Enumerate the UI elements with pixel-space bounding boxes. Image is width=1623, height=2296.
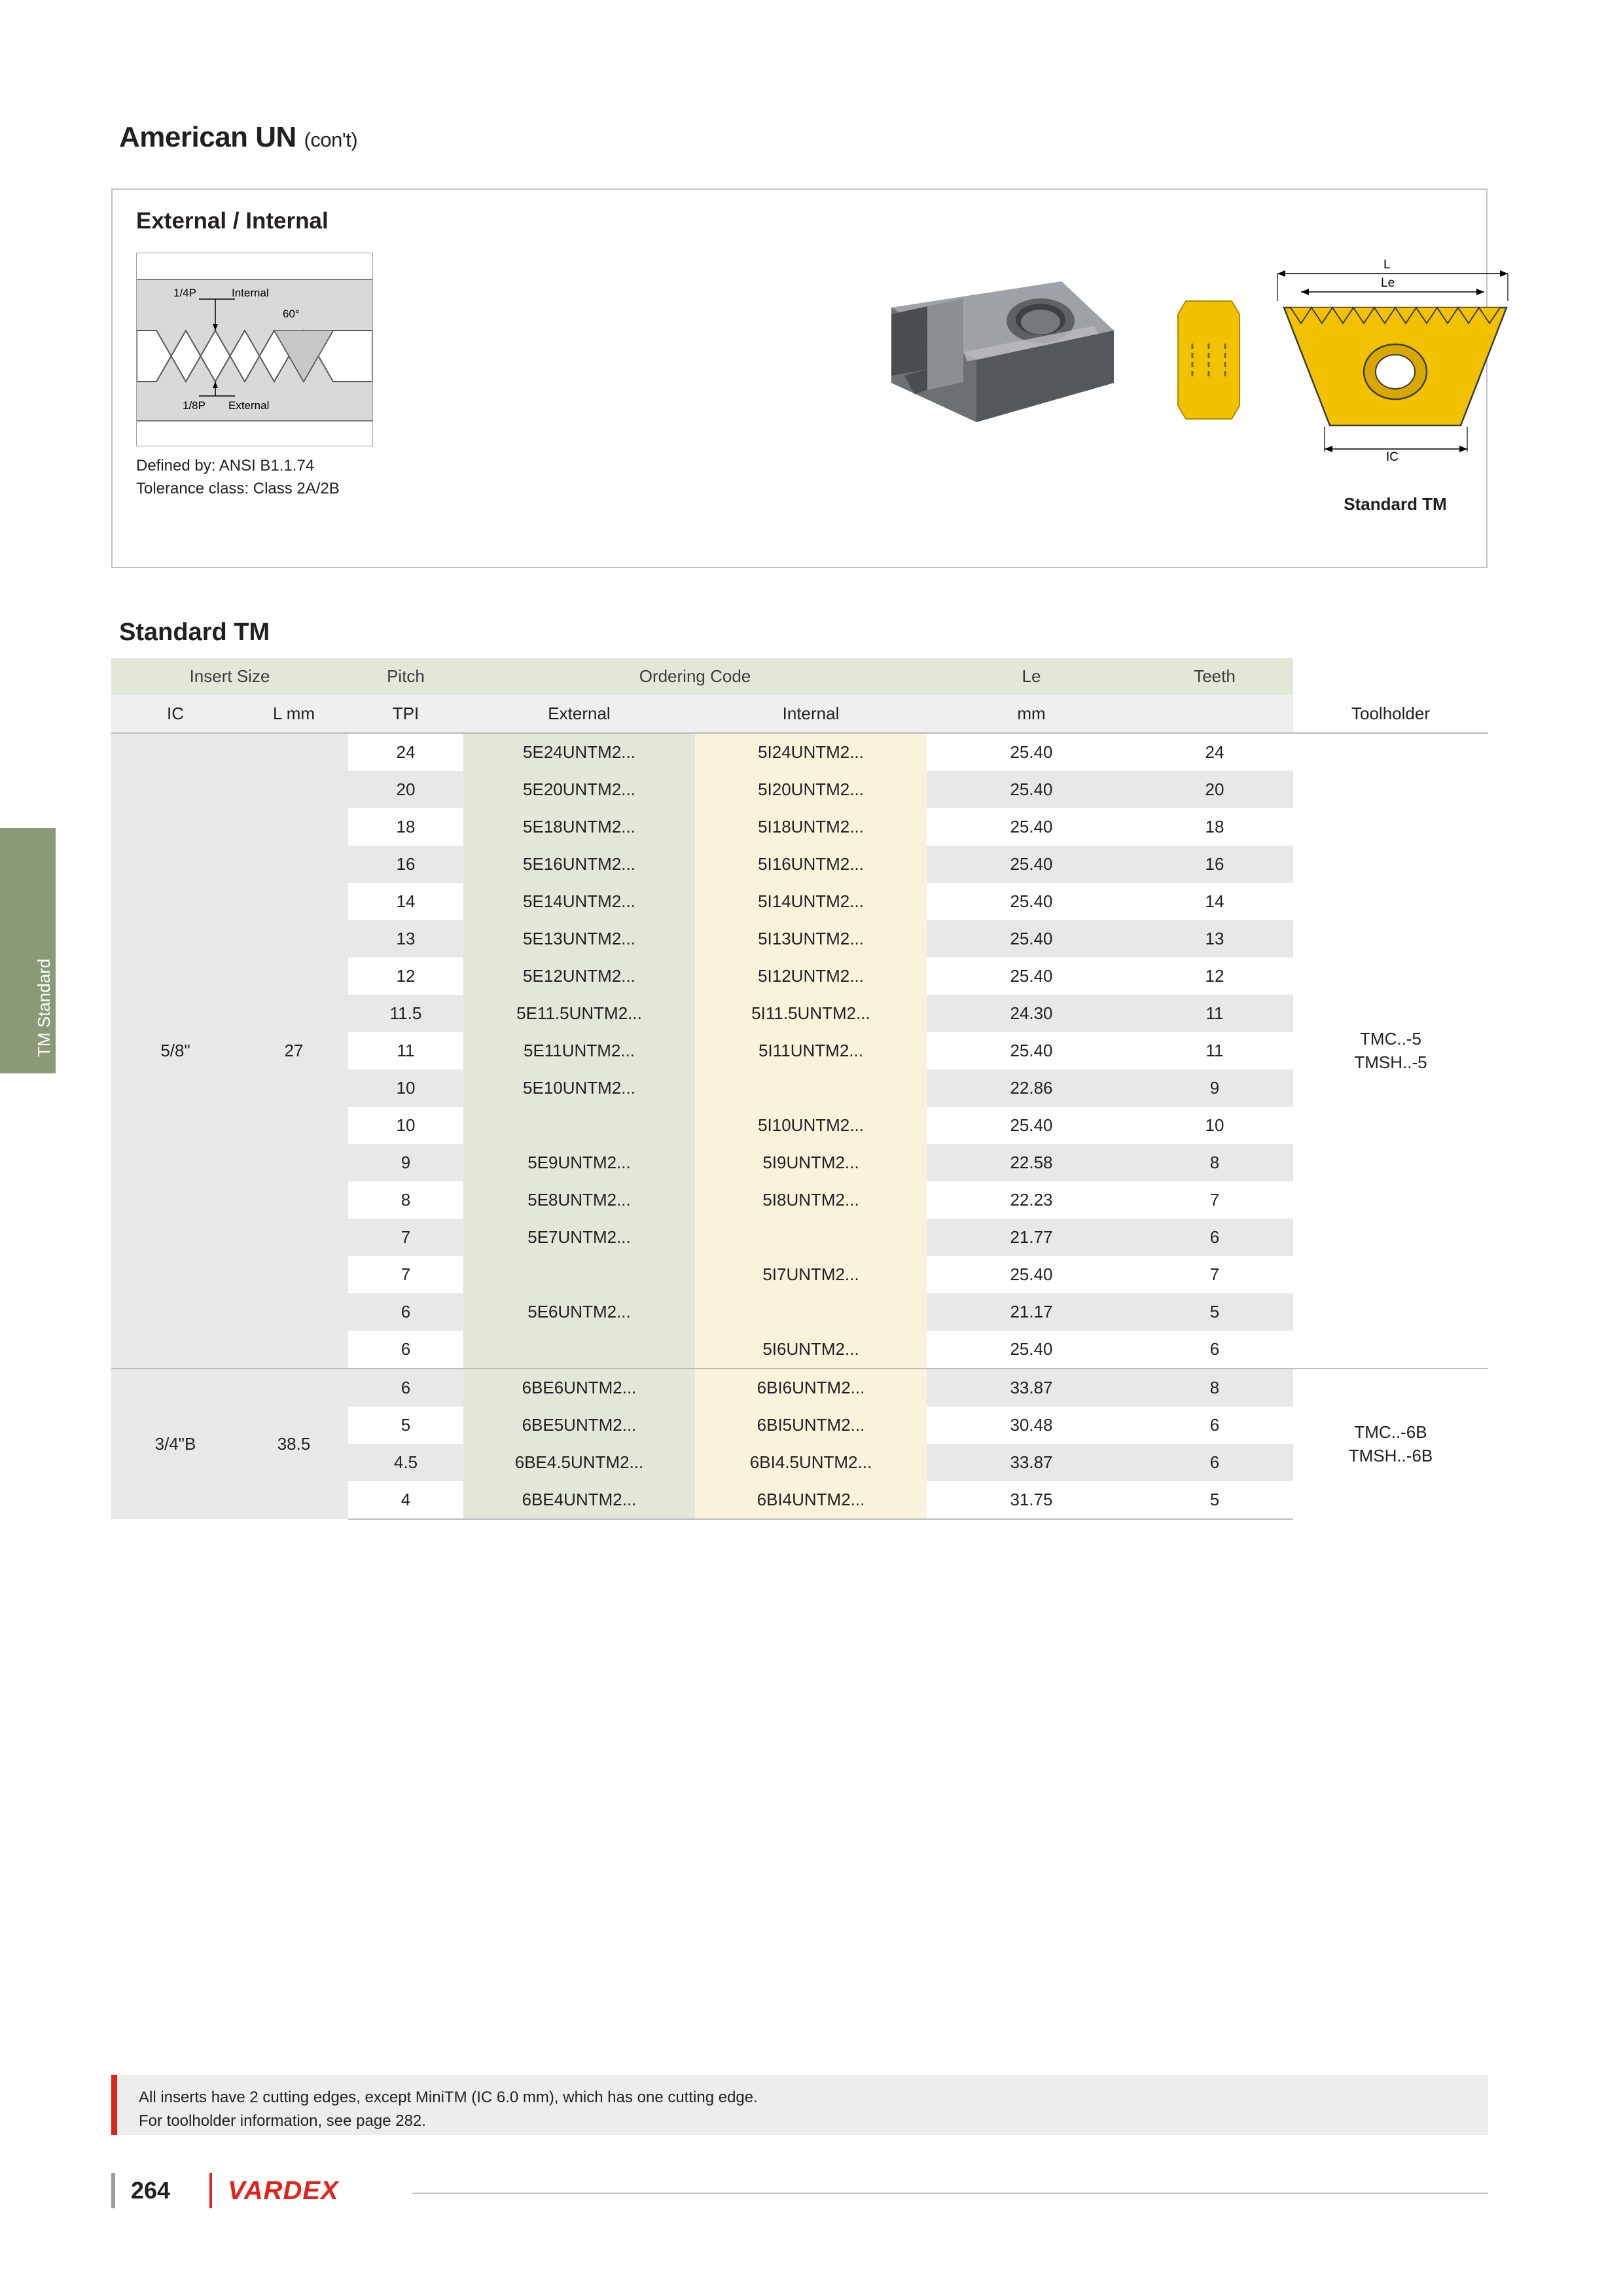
cell-external: 5E16UNTM2... [463, 846, 695, 883]
cell-tpi: 14 [348, 883, 463, 920]
svg-text:Le: Le [1381, 276, 1395, 290]
cell-external: 6BE4UNTM2... [463, 1481, 695, 1519]
cell-le: 25.40 [927, 771, 1136, 808]
cell-tpi: 6 [348, 1293, 463, 1331]
cell-tpi: 7 [348, 1256, 463, 1293]
cell-teeth: 10 [1136, 1107, 1293, 1144]
cell-teeth: 5 [1136, 1481, 1293, 1519]
table-body [111, 733, 1488, 1519]
footnote-text [139, 2086, 758, 2133]
svg-text:1/8P: 1/8P [183, 399, 205, 412]
cell-teeth: 8 [1136, 1369, 1293, 1407]
svg-text:60°: 60° [283, 308, 300, 320]
toolholder-line1: TMC..-6B [1354, 1422, 1427, 1443]
thread-standard-info [136, 455, 340, 501]
cell-le: 33.87 [927, 1444, 1136, 1481]
svg-text:1/4P: 1/4P [173, 287, 196, 299]
cell-le: 33.87 [927, 1369, 1136, 1407]
cell-tpi: 10 [348, 1069, 463, 1107]
page-title-sub: (con't) [304, 128, 358, 151]
cell-le: 21.17 [927, 1293, 1136, 1331]
cell-internal: 5I16UNTM2... [695, 846, 927, 883]
header-spacer [1293, 658, 1488, 695]
section-heading: Standard TM [119, 619, 270, 646]
cell-tpi: 11 [348, 1032, 463, 1069]
standard-tm-svg [1264, 255, 1526, 478]
cell-le: 22.58 [927, 1144, 1136, 1181]
cell-external: 6BE6UNTM2... [463, 1369, 695, 1407]
table-row [111, 1369, 1488, 1407]
header-teeth-sub [1136, 695, 1293, 733]
header-pitch: Pitch [348, 658, 463, 695]
cell-external: 5E13UNTM2... [463, 920, 695, 958]
cell-le: 25.40 [927, 1256, 1136, 1293]
cell-l-mm: 27 [240, 733, 348, 1369]
illustration-title: External / Internal [136, 208, 329, 234]
cell-external: 5E10UNTM2... [463, 1069, 695, 1107]
illustration-panel [111, 188, 1488, 568]
cell-le: 25.40 [927, 1032, 1136, 1069]
cell-le: 25.40 [927, 1107, 1136, 1144]
cell-ic: 5/8" [111, 733, 240, 1369]
toolholder-line2: TMSH..-5 [1354, 1052, 1427, 1072]
cell-ic: 3/4"B [111, 1369, 240, 1519]
cell-le: 21.77 [927, 1219, 1136, 1256]
brand-divider [209, 2173, 212, 2208]
cell-external [463, 1256, 695, 1293]
cell-teeth: 20 [1136, 771, 1293, 808]
cell-tpi: 13 [348, 920, 463, 958]
cell-external [463, 1107, 695, 1144]
table-header-group-row [111, 658, 1488, 695]
cell-internal: 5I24UNTM2... [695, 733, 927, 771]
footnote-accent-bar [111, 2075, 117, 2135]
cell-teeth: 18 [1136, 808, 1293, 846]
cell-external: 5E6UNTM2... [463, 1293, 695, 1331]
cell-le: 25.40 [927, 808, 1136, 846]
page-number-rule [111, 2173, 115, 2208]
side-tab-label: TM Standard [34, 958, 54, 1057]
cell-teeth: 7 [1136, 1181, 1293, 1219]
cell-external [463, 1331, 695, 1369]
cell-tpi: 4 [348, 1481, 463, 1519]
cell-tpi: 10 [348, 1107, 463, 1144]
tolerance-class-text: Tolerance class: Class 2A/2B [136, 479, 340, 497]
cell-internal: 5I12UNTM2... [695, 958, 927, 995]
header-le: Le [927, 658, 1136, 695]
cell-internal: 5I7UNTM2... [695, 1256, 927, 1293]
cell-teeth: 14 [1136, 883, 1293, 920]
insert-3d-svg [865, 268, 1140, 452]
cell-internal [695, 1069, 927, 1107]
cell-teeth: 24 [1136, 733, 1293, 771]
cell-le: 25.40 [927, 1331, 1136, 1369]
cell-le: 30.48 [927, 1407, 1136, 1444]
standard-tm-caption: Standard TM [1344, 494, 1447, 514]
cell-teeth: 9 [1136, 1069, 1293, 1107]
cell-external: 5E20UNTM2... [463, 771, 695, 808]
cell-internal: 5I6UNTM2... [695, 1331, 927, 1369]
cell-le: 25.40 [927, 733, 1136, 771]
cell-external: 6BE5UNTM2... [463, 1407, 695, 1444]
cell-tpi: 20 [348, 771, 463, 808]
cell-tpi: 18 [348, 808, 463, 846]
header-ic: IC [111, 695, 240, 733]
toolholder-line1: TMC..-5 [1360, 1029, 1421, 1049]
cell-tpi: 9 [348, 1144, 463, 1181]
cell-le: 31.75 [927, 1481, 1136, 1519]
table-header-sub-row [111, 695, 1488, 733]
cell-internal: 5I14UNTM2... [695, 883, 927, 920]
svg-text:IC: IC [1386, 450, 1399, 464]
cell-le: 22.86 [927, 1069, 1136, 1107]
footer-rule [412, 2193, 1488, 2194]
cell-external: 5E8UNTM2... [463, 1181, 695, 1219]
cell-tpi: 16 [348, 846, 463, 883]
cell-le: 25.40 [927, 883, 1136, 920]
cell-le: 25.40 [927, 920, 1136, 958]
header-internal: Internal [695, 695, 927, 733]
header-external: External [463, 695, 695, 733]
cell-external: 5E9UNTM2... [463, 1144, 695, 1181]
table-row [111, 733, 1488, 771]
cell-teeth: 12 [1136, 958, 1293, 995]
cell-teeth: 7 [1136, 1256, 1293, 1293]
footnote-line-2: For toolholder information, see page 282. [139, 2112, 426, 2130]
cell-le: 22.23 [927, 1181, 1136, 1219]
header-toolholder: Toolholder [1293, 695, 1488, 733]
cell-internal [695, 1219, 927, 1256]
insert-3d-image [865, 268, 1140, 452]
footnote-line-1: All inserts have 2 cutting edges, except MiniTM (IC 6.0 mm), which has one cutting edge. [139, 2089, 758, 2106]
cell-internal: 6BI5UNTM2... [695, 1407, 927, 1444]
page-title [119, 121, 357, 154]
cell-tpi: 4.5 [348, 1444, 463, 1481]
mini-insert-image [1173, 295, 1245, 425]
cell-external: 5E12UNTM2... [463, 958, 695, 995]
cell-internal: 5I10UNTM2... [695, 1107, 927, 1144]
brand-logo: VARDEX [228, 2176, 339, 2205]
cell-internal [695, 1293, 927, 1331]
standard-tm-table [111, 658, 1488, 1520]
cell-external: 5E24UNTM2... [463, 733, 695, 771]
cell-teeth: 11 [1136, 995, 1293, 1032]
side-tab-tm-standard [0, 828, 56, 1073]
cell-internal: 5I20UNTM2... [695, 771, 927, 808]
cell-internal: 5I11UNTM2... [695, 1032, 927, 1069]
header-teeth: Teeth [1136, 658, 1293, 695]
cell-le: 25.40 [927, 846, 1136, 883]
page-number: 264 [131, 2177, 171, 2204]
cell-internal: 5I11.5UNTM2... [695, 995, 927, 1032]
footnote-box [111, 2075, 1488, 2135]
cell-internal: 6BI4.5UNTM2... [695, 1444, 927, 1481]
cell-teeth: 6 [1136, 1407, 1293, 1444]
cell-tpi: 6 [348, 1369, 463, 1407]
cell-external: 5E18UNTM2... [463, 808, 695, 846]
cell-tpi: 8 [348, 1181, 463, 1219]
cell-teeth: 6 [1136, 1219, 1293, 1256]
cell-toolholder [1293, 733, 1488, 1369]
cell-teeth: 13 [1136, 920, 1293, 958]
cell-l-mm: 38.5 [240, 1369, 348, 1519]
cell-toolholder [1293, 1369, 1488, 1519]
cell-external: 5E11.5UNTM2... [463, 995, 695, 1032]
cell-internal: 5I8UNTM2... [695, 1181, 927, 1219]
cell-internal: 5I18UNTM2... [695, 808, 927, 846]
cell-tpi: 6 [348, 1331, 463, 1369]
header-mm: mm [927, 695, 1136, 733]
thread-profile-diagram [136, 253, 373, 446]
standard-tm-drawing [1264, 255, 1526, 478]
cell-internal: 6BI4UNTM2... [695, 1481, 927, 1519]
cell-le: 25.40 [927, 958, 1136, 995]
cell-teeth: 5 [1136, 1293, 1293, 1331]
cell-external: 6BE4.5UNTM2... [463, 1444, 695, 1481]
cell-teeth: 6 [1136, 1444, 1293, 1481]
toolholder-line2: TMSH..-6B [1348, 1445, 1433, 1465]
cell-teeth: 6 [1136, 1331, 1293, 1369]
cell-internal: 5I9UNTM2... [695, 1144, 927, 1181]
header-l-mm: L mm [240, 695, 348, 733]
cell-tpi: 12 [348, 958, 463, 995]
svg-text:Internal: Internal [232, 287, 269, 299]
cell-teeth: 11 [1136, 1032, 1293, 1069]
cell-external: 5E7UNTM2... [463, 1219, 695, 1256]
cell-internal: 5I13UNTM2... [695, 920, 927, 958]
thread-profile-svg [137, 253, 372, 446]
cell-le: 24.30 [927, 995, 1136, 1032]
cell-tpi: 11.5 [348, 995, 463, 1032]
cell-tpi: 5 [348, 1407, 463, 1444]
cell-teeth: 8 [1136, 1144, 1293, 1181]
cell-external: 5E11UNTM2... [463, 1032, 695, 1069]
svg-text:L: L [1383, 258, 1391, 272]
svg-text:External: External [228, 399, 270, 412]
cell-tpi: 24 [348, 733, 463, 771]
defined-by-text: Defined by: ANSI B1.1.74 [136, 457, 315, 475]
cell-teeth: 16 [1136, 846, 1293, 883]
cell-external: 5E14UNTM2... [463, 883, 695, 920]
cell-internal: 6BI6UNTM2... [695, 1369, 927, 1407]
header-ordering-code: Ordering Code [463, 658, 927, 695]
header-insert-size: Insert Size [111, 658, 348, 695]
mini-insert-svg [1173, 295, 1245, 425]
cell-tpi: 7 [348, 1219, 463, 1256]
header-tpi: TPI [348, 695, 463, 733]
page-title-main: American UN [119, 121, 296, 153]
